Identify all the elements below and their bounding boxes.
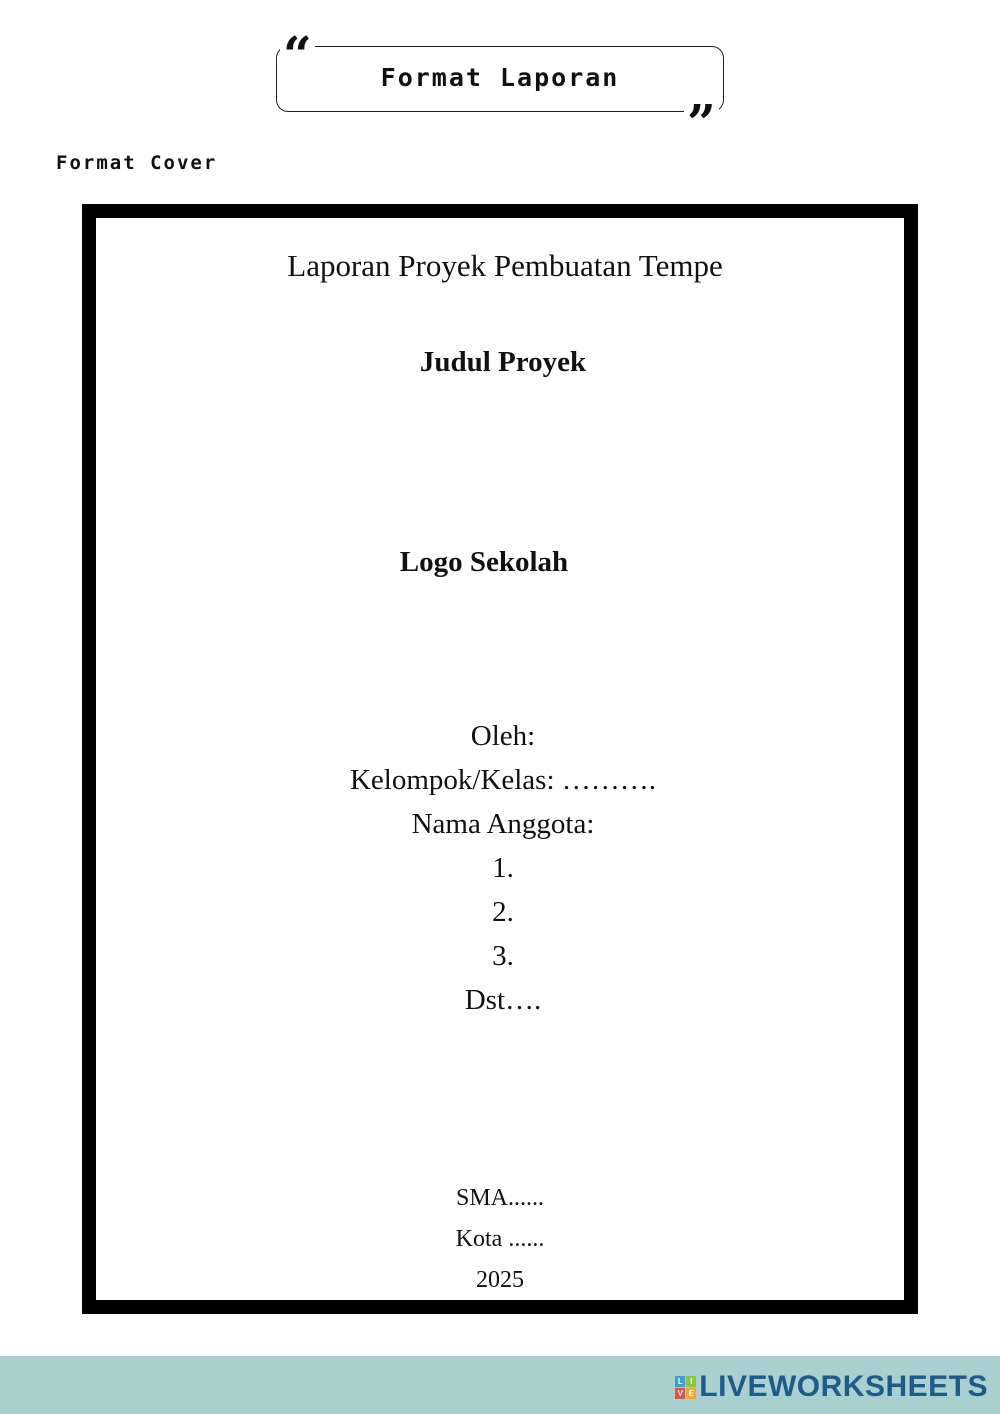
author-line: Oleh: bbox=[470, 720, 536, 752]
title-banner bbox=[276, 46, 724, 112]
logo-placeholder: Logo Sekolah bbox=[399, 546, 569, 578]
icon-tile: I bbox=[686, 1376, 696, 1387]
member-line: 3. bbox=[492, 940, 514, 972]
cover-frame bbox=[82, 204, 918, 1314]
author-line: Nama Anggota: bbox=[411, 808, 595, 840]
project-title: Judul Proyek bbox=[419, 346, 587, 378]
page-title: Format Laporan bbox=[380, 63, 620, 92]
city-line: Kota ...... bbox=[455, 1226, 545, 1252]
icon-tile: V bbox=[675, 1388, 685, 1399]
member-line: 1. bbox=[492, 852, 514, 884]
brand-bar bbox=[0, 1356, 1000, 1414]
brand-text: LIVEWORKSHEETS bbox=[699, 1370, 988, 1403]
cover-footer bbox=[96, 1178, 904, 1301]
section-label: Format Cover bbox=[56, 152, 218, 174]
open-quote-icon: “ bbox=[280, 30, 315, 80]
liveworksheets-icon bbox=[675, 1376, 696, 1399]
close-quote-icon: ” bbox=[684, 98, 719, 148]
report-title: Laporan Proyek Pembuatan Tempe bbox=[287, 248, 723, 283]
liveworksheets-logo[interactable] bbox=[675, 1370, 988, 1404]
icon-tile: L bbox=[675, 1376, 685, 1387]
year-line: 2025 bbox=[476, 1267, 524, 1293]
member-line: Dst…. bbox=[464, 984, 542, 1016]
icon-tile: E bbox=[686, 1388, 696, 1399]
school-line: SMA...... bbox=[455, 1185, 545, 1211]
member-line: 2. bbox=[492, 896, 514, 928]
author-block bbox=[102, 714, 904, 1022]
author-line: Kelompok/Kelas: ………. bbox=[349, 764, 657, 796]
